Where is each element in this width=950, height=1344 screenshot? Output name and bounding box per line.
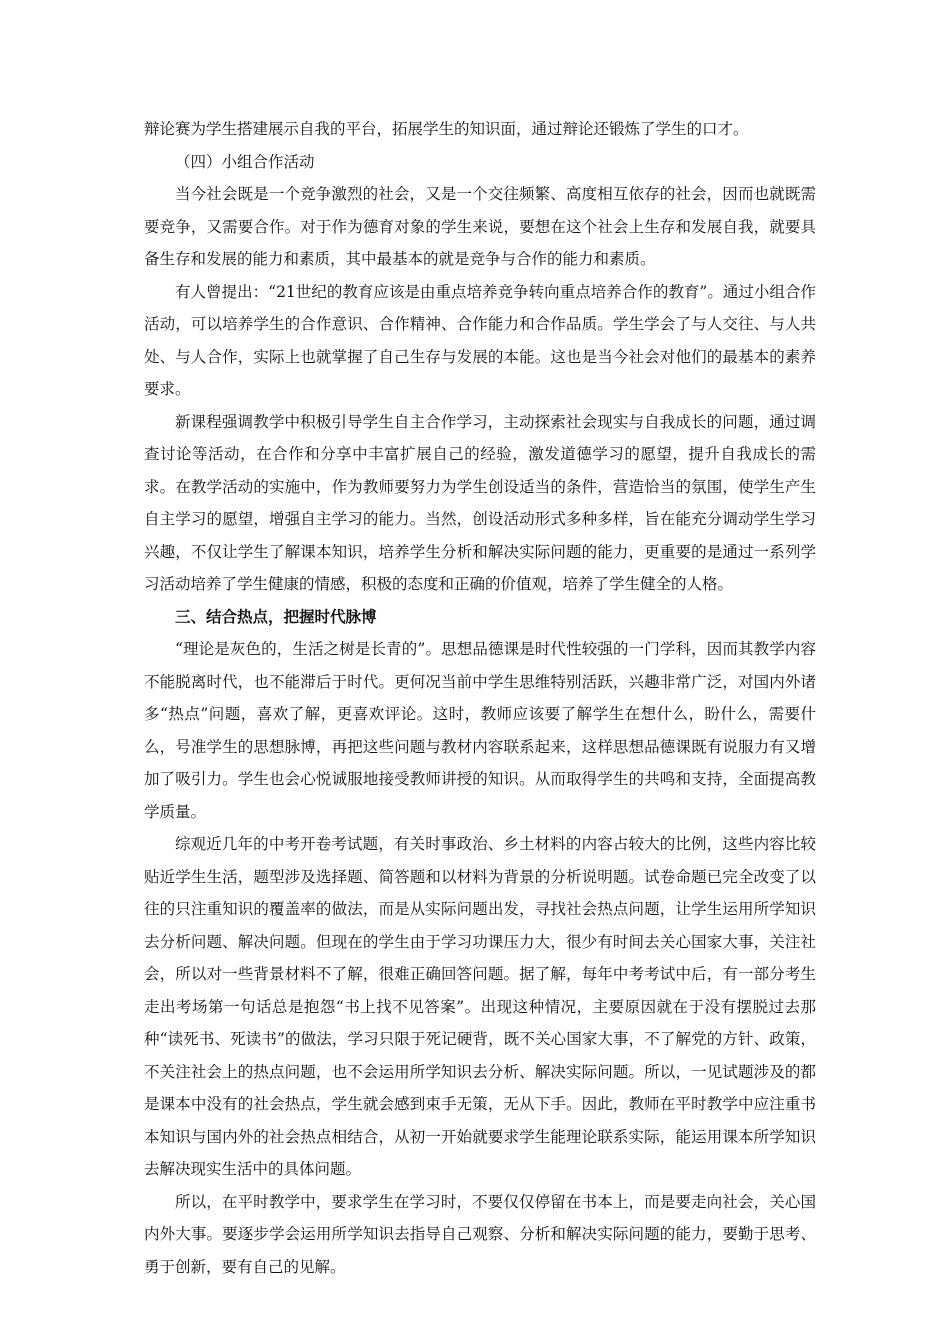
document-body xyxy=(144,113,816,1283)
paragraph-new-curriculum: 新课程强调教学中积极引导学生自主合作学习，主动探索社会现实与自我成长的问题，通过调查讨论等活动，在合作和分享中丰富扩展自己的经验，激发道德学习的愿望，提升自我成长的需求。在教学活动的实施中，作为教师要努力为学生创设适当的条件，营造恰当的氛围，使学生产生自主学习的愿望，增强自主学习的能力。当然，创设活动形式多种多样，旨在能充分调动学生学习兴趣，不仅让学生了解课本知识，培养学生分析和解决实际问题的能力，更重要的是通过一系列学习活动培养了学生健康的情感，积极的态度和正确的价值观，培养了学生健全的人格。 xyxy=(144,412,816,593)
section-heading-hot-topics: 三、结合热点，把握时代脉博 xyxy=(175,606,377,626)
paragraph-exam-analysis: 综观近几年的中考开卷考试题，有关时事政治、乡土材料的内容占较大的比例，这些内容比较贴近学生生活，题型涉及选择题、简答题和以材料为背景的分析说明题。试卷命题已完全改变了以往的只注重知识的覆盖率的做法，而是从实际问题出发，寻找社会热点问题，让学生运用所学知识去分析问题、解决问题。但现在的学生由于学习功课压力大，很少有时间去关心国家大事，关注社会，所以对一些背景材料不了解，很难正确回答问题。据了解，每年中考考试中后，有一部分考生走出考场第一句话总是抱怨“书上找不见答案”。出现这种情况，主要原因就在于没有摆脱过去那种“读死书、死读书”的做法，学习只限于死记硬背，既不关心国家大事，不了解党的方针、政策，不关注社会上的热点问题，也不会运用所学知识去分析、解决实际问题。所以，一见试题涉及的都是课本中没有的社会热点，学生就会感到束手无策，无从下手。因此，教师在平时教学中应注重书本知识与国内外的社会热点相结合，从初一开始就要求学生能理论联系实际，能运用课本所学知识去解决现实生活中的具体问题。 xyxy=(144,835,816,1178)
paragraph-competition-cooperation: 当今社会既是一个竞争激烈的社会，又是一个交往频繁、高度相互依存的社会，因而也就既需要竞争，又需要合作。对于作为德育对象的学生来说，要想在这个社会上生存和发展自我，就要具备生存和发展的能力和素质，其中最基本的就是竞争与合作的能力和素质。 xyxy=(144,185,816,268)
paragraph-conclusion: 所以，在平时教学中，要求学生在学习时，不要仅仅停留在书本上，而是要走向社会，关心国内外大事。要逐步学会运用所学知识去指导自己观察、分析和解决实际问题的能力，要勤于思考、勇于创新，要有自己的见解。 xyxy=(144,1192,816,1276)
paragraph-21st-century-quote: 有人曾提出：“21世纪的教育应该是由重点培养竞争转向重点培养合作的教育”。通过小组合作活动，可以培养学生的合作意识、合作精神、合作能力和合作品质。学生学会了与人交往、与人共处、与人合作，实际上也就掌握了自己生存与发展的本能。这也是当今社会对他们的最基本的素养要求。 xyxy=(144,282,816,398)
paragraph-debate-continuation: 辩论赛为学生搭建展示自我的平台，拓展学生的知识面，通过辩论还锻炼了学生的口才。 xyxy=(144,120,749,138)
paragraph-theory-is-grey: “理论是灰色的，生活之树是长青的”。思想品德课是时代性较强的一门学科，因而其教学内容不能脱离时代，也不能滞后于时代。更何况当前中学生思维特别活跃，兴趣非常广泛，对国内外诸多“热点”问题，喜欢了解，更喜欢评论。这时，教师应该要了解学生在想什么，盼什么，需要什么，号准学生的思想脉博，再把这些问题与教材内容联系起来，这样思想品德课既有说服力有又增加了吸引力。学生也会心悦诚服地接受教师讲授的知识。从而取得学生的共鸣和支持，全面提高教学质量。 xyxy=(144,640,816,821)
section-heading-group-activity: （四）小组合作活动 xyxy=(175,152,315,171)
